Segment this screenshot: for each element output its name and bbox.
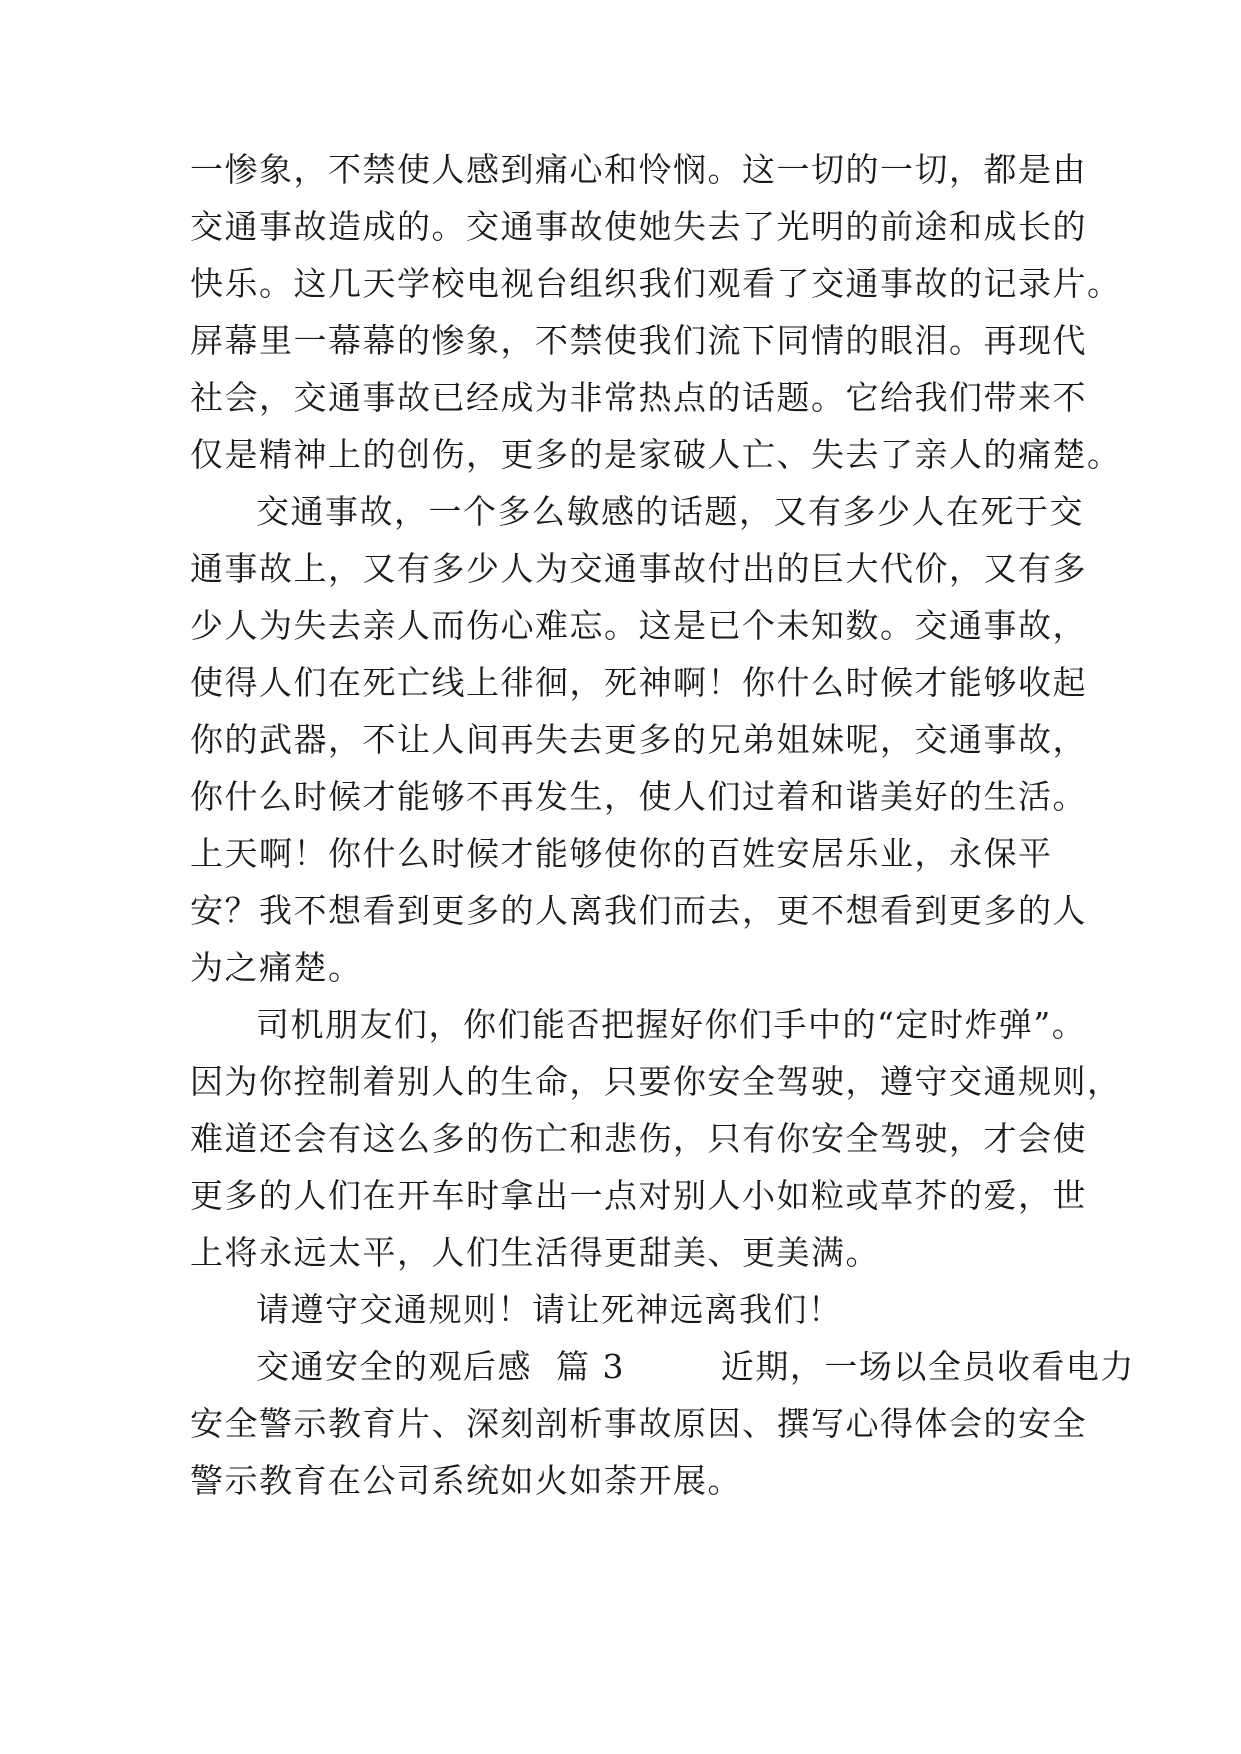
text-line: 安？我不想看到更多的人离我们而去，更不想看到更多的人: [190, 891, 1087, 930]
text-line: 通事故上，又有多少人为交通事故付出的巨大代价，又有多: [190, 549, 1087, 588]
text-line: 使得人们在死亡线上徘徊，死神啊！你什么时候才能够收起: [190, 663, 1087, 702]
text-line: 交通事故造成的。交通事故使她失去了光明的前途和成长的: [190, 207, 1087, 246]
text-line: 你什么时候才能够不再发生，使人们过着和谐美好的生活。: [190, 777, 1087, 816]
text-line: 少人为失去亲人而伤心难忘。这是已个未知数。交通事故，: [190, 606, 1087, 645]
text-line: 你的武器，不让人间再失去更多的兄弟姐妹呢，交通事故，: [190, 720, 1087, 759]
text-line: 快乐。这几天学校电视台组织我们观看了交通事故的记录片。: [190, 264, 1122, 303]
text-line: 更多的人们在开车时拿出一点对别人小如粒或草芥的爱，世: [190, 1176, 1087, 1215]
text-line: 上将永远太平，人们生活得更甜美、更美满。: [190, 1233, 880, 1272]
text-line: 屏幕里一幕幕的惨象，不禁使我们流下同情的眼泪。再现代: [190, 321, 1087, 360]
paragraph-start-line: 交通事故，一个多么敏感的话题，又有多少人在死于交: [256, 492, 1084, 531]
text-line: 警示教育在公司系统如火如荼开展。: [190, 1461, 742, 1500]
text-line: 仅是精神上的创伤，更多的是家破人亡、失去了亲人的痛楚。: [190, 435, 1122, 474]
paragraph-start-line: 司机朋友们，你们能否把握好你们手中的“定时炸弹”。: [256, 1005, 1087, 1044]
text-line: 为之痛楚。: [190, 948, 363, 987]
text-line: 上天啊！你什么时候才能够使你的百姓安居乐业，永保平: [190, 834, 1053, 873]
text-line: 因为你控制着别人的生命，只要你安全驾驶，遵守交通规则，: [190, 1062, 1122, 1101]
section-heading-line: 交通安全的观后感 篇 3 近期，一场以全员收看电力: [256, 1347, 1135, 1386]
text-line: 社会，交通事故已经成为非常热点的话题。它给我们带来不: [190, 378, 1087, 417]
text-line: 难道还会有这么多的伤亡和悲伤，只有你安全驾驶，才会使: [190, 1119, 1087, 1158]
paragraph-start-line: 请遵守交通规则！请让死神远离我们！: [256, 1290, 843, 1329]
text-line: 安全警示教育片、深刻剖析事故原因、撰写心得体会的安全: [190, 1404, 1087, 1443]
text-line: 一惨象，不禁使人感到痛心和怜悯。这一切的一切，都是由: [190, 150, 1087, 189]
